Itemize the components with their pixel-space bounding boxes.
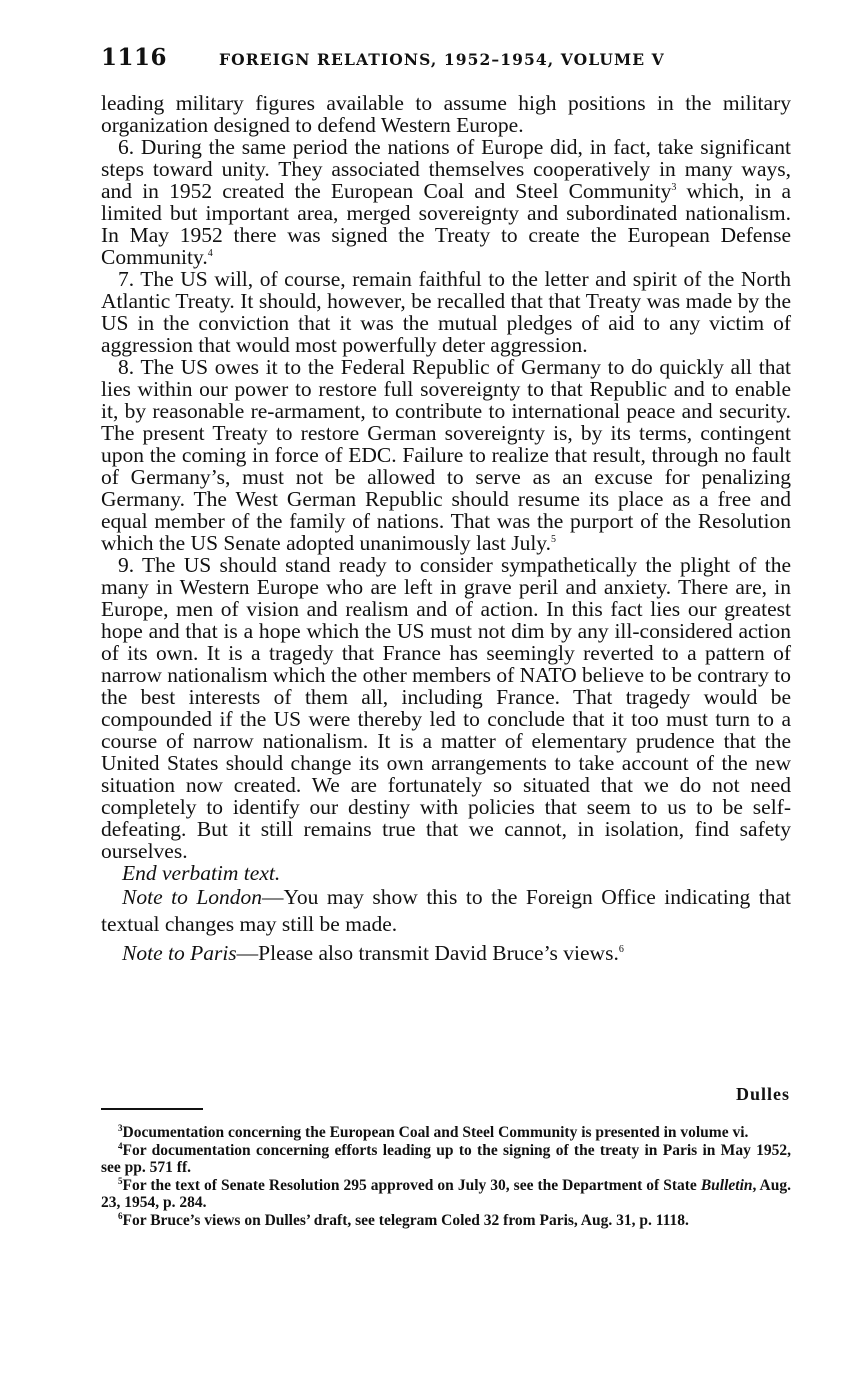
footnote-ref-6: 6 [618,943,624,955]
page-header [101,44,791,74]
paragraph-6: 6. During the same period the nations of Europe did, in fact, take significant steps toward unity. They associated themselves cooperatively in many ways, and in 1952 created the European Coal and Steel Community$^3$ which, in a limited but important area, merged sovereignty and subordinated nationalism. In May 1952 there was signed the Treaty to create the European Defense Community.$^4$ [101,135,792,269]
footnote-divider [101,1108,203,1110]
running-head: FOREIGN RELATIONS, 1952–1954, VOLUME V [219,50,665,69]
paragraph-continuation: leading military figures available to assume high positions in the military organization designed to defend Western Europe. [101,91,791,137]
end-verbatim-text: End verbatim text. [122,861,281,885]
document-body [101,92,791,967]
note-to-paris: Note to Paris—Please also transmit David Bruce’s views.$^6$ [122,941,624,965]
footnote-3: $^3$Documentation concerning the European Coal and Steel Community is presented in volume vi. [118,1122,749,1141]
paragraph-7: 7. The US will, of course, remain faithful to the letter and spirit of the North Atlantic Treaty. It should, however, be recalled that that Treaty was made by the US in the conviction that it was the mutual pledges of aid to any victim of aggression that would most powerfully deter aggression. [101,267,791,357]
note-to-london: Note to London—You may show this to the Foreign Office indicating that textual changes may still be made. [101,885,791,936]
paragraph-8: 8. The US owes it to the Federal Republic of Germany to do quickly all that lies within our power to restore full sovereignty to that Republic and to enable it, by reasonable re-armament, to contribute to international peace and security. The present Treaty to restore German sovereignty is, by its terms, contingent upon the coming in force of EDC. Failure to realize that result, through no fault of Germany’s, must not be allowed to serve as an excuse for penalizing Germany. The West German Republic should resume its place as a free and equal member of the family of nations. That was the purport of the Resolution which the US Senate adopted unanimously last July.$^5$ [101,355,791,555]
footnote-ref-5: 5 [551,533,557,545]
signature: Dulles [735,1084,790,1104]
footnotes [101,1124,791,1229]
footnote-ref-4: 4 [207,247,213,259]
page-number: 1116 [101,44,168,71]
paragraph-9: 9. The US should stand ready to consider sympathetically the plight of the many in Western Europe who are left in grave peril and anxiety. There are, in Europe, men of vision and realism and of action. In this fact lies our greatest hope and that is a hope which the US must not dim by any ill-considered action of its own. It is a tragedy that France has seemingly reverted to a pattern of narrow nationalism which the other members of NATO believe to be contrary to the best interests of them all, including France. That tragedy would be compounded if the US were thereby led to conclude that it too must turn to a course of narrow nationalism. It is a matter of elementary prudence that the United States should change its own arrangements to take account of the new situation now created. We are fortunately so situated that we do not need completely to identify our destiny with policies that seem to us to be self-defeating. But it still remains true that we cannot, in isolation, find safety ourselves. [101,553,791,863]
footnote-ref-3: 3 [671,181,677,193]
footnote-5: $^5$For the text of Senate Resolution 295 approved on July 30, see the Department of State Bulletin, Aug. 23, 1954, p. 284. [101,1175,791,1211]
footnote-4: $^4$For documentation concerning efforts leading up to the signing of the treaty in Paris in May 1952, see pp. 571 ff. [101,1140,791,1176]
footnote-6: $^6$For Bruce’s views on Dulles’ draft, see telegram Coled 32 from Paris, Aug. 31, p. 1118. [118,1210,689,1229]
